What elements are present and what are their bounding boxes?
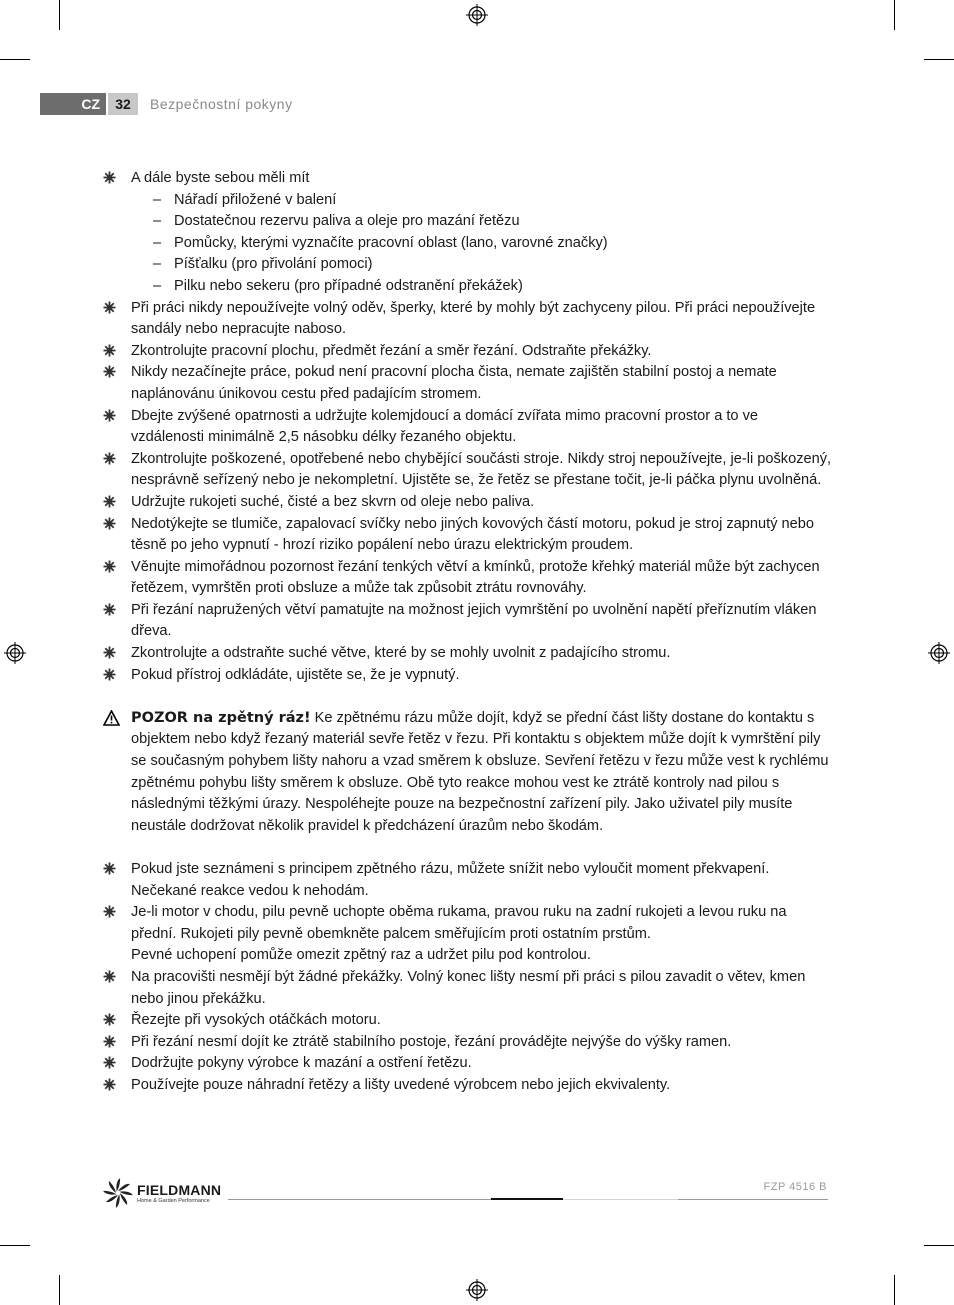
kickback-warning — [103, 708, 833, 838]
footer-rule — [228, 1199, 491, 1200]
footer-rule — [563, 1199, 678, 1200]
crop-mark — [924, 1245, 954, 1246]
bullet-item — [103, 1075, 833, 1097]
registration-mark-icon — [928, 642, 950, 664]
sub-item — [103, 211, 833, 233]
bullet-item — [103, 859, 833, 902]
language-code: CZ — [40, 93, 106, 115]
safety-instructions — [103, 168, 833, 1097]
bullet-icon — [103, 560, 116, 573]
bullet-icon — [103, 1035, 116, 1048]
bullet-text: Používejte pouze náhradní řetězy a lišty uvedené výrobcem nebo jejich ekvivalenty. — [131, 1076, 671, 1093]
bullet-item — [103, 600, 833, 643]
bullet-text: Při řezání nesmí dojít ke ztrátě stabilního postoje, řezání provádějte nejvýše do výšky ramen. — [131, 1033, 732, 1050]
bullet-icon — [103, 646, 116, 659]
bullet-item — [103, 341, 833, 363]
bullet-item — [103, 1053, 833, 1075]
brand-tagline: Home & Garden Performance — [137, 1198, 210, 1204]
dash-marker: – — [153, 213, 162, 230]
sub-item-text: Pomůcky, kterými vyznačíte pracovní oblast (lano, varovné značky) — [174, 234, 608, 251]
bullet-icon — [103, 365, 116, 378]
sub-item-text: Pilku nebo sekeru (pro případné odstranění překážek) — [174, 277, 523, 294]
crop-mark — [924, 59, 954, 60]
registration-mark-icon — [466, 4, 488, 26]
footer-rule — [678, 1199, 828, 1200]
bullet-text: Při řezání napružených větví pamatujte na možnost jejich vymrštění po uvolnění napětí přeříznutím vláken dřeva. — [131, 601, 817, 640]
brand-name: FIELDMANN — [137, 1182, 222, 1198]
sub-item-text: Nářadí přiložené v balení — [174, 191, 337, 208]
bullet-item — [103, 298, 833, 341]
bullet-text: Nedotýkejte se tlumiče, zapalovací svíčky nebo jiných kovových částí motoru, pokud je stroj zapnutý nebo těsně po jeho vypnutí - hrozí riziko popálení nebo úrazu elektrickým proudem. — [131, 515, 815, 554]
sub-item-text: Dostatečnou rezervu paliva a oleje pro mazání řetězu — [174, 213, 520, 230]
bullet-icon — [103, 495, 116, 508]
dash-marker: – — [153, 256, 162, 273]
dash-marker: – — [153, 234, 162, 251]
bullet-text: Řezejte při vysokých otáčkách motoru. — [131, 1012, 381, 1029]
bullet-item — [103, 1032, 833, 1054]
bullet-text: Zkontrolujte a odstraňte suché větve, které by se mohly uvolnit z padajícího stromu. — [131, 645, 671, 662]
bullet-item — [103, 514, 833, 557]
dash-marker: – — [153, 277, 162, 294]
bullet-icon — [103, 1013, 116, 1026]
bullet-icon — [103, 452, 116, 465]
bullet-item — [103, 449, 833, 492]
bullet-item — [103, 362, 833, 405]
crop-mark — [894, 1275, 895, 1305]
sub-item-text: Píšťalku (pro přivolání pomoci) — [174, 256, 373, 273]
bullet-icon — [103, 668, 116, 681]
warning-text: Ke zpětnému rázu může dojít, když se přední část lišty dostane do kontaktu s objektem nebo když řezaný materiál sevře řetěz v řezu. Při kontaktu s objektem může dojít k vymrštění pily se současným pohybem lišty nahoru a vzad směrem k obsluze. Sevření řetězu v řezu může vest k rychlému zpětnému pohybu lišty směrem k obsluze. Obě tyto reakce mohou vest ke ztrátě kontroly nad pilou s následnými těžkými úrazy. Nespoléhejte pouze na bezpečnostní zařízení pily. Jako uživatel pily musíte neustále dodržovat několik pravidel k předcházení úrazům nebo škodám. — [131, 709, 829, 834]
bullet-text: A dále byste sebou měli mít — [131, 170, 310, 186]
page-header — [40, 93, 293, 115]
registration-mark-icon — [466, 1279, 488, 1301]
warning-triangle-icon — [103, 710, 120, 726]
crop-mark — [894, 0, 895, 30]
bullet-icon — [103, 517, 116, 530]
bullet-text: Na pracovišti nesmějí být žádné překážky. Volný konec lišty nesmí při práci s pilou zavadit o větev, kmen nebo jinou překážku. — [131, 968, 806, 1007]
model-number: FZP 4516 B — [763, 1181, 827, 1193]
crop-mark — [0, 1245, 30, 1246]
crop-mark — [0, 59, 30, 60]
bullet-item — [103, 967, 833, 1010]
bullet-text: Dodržujte pokyny výrobce k mazání a ostření řetězu. — [131, 1055, 472, 1072]
brand-logo — [103, 1178, 221, 1208]
sub-item — [103, 190, 833, 212]
bullet-item — [103, 902, 833, 967]
bullet-text: Nikdy nezačínejte práce, pokud není pracovní plocha čista, nemate zajištěn stabilní postoj a nemate naplánovánu únikovou cestu před padajícím stromem. — [131, 364, 777, 402]
bullet-text: Věnujte mimořádnou pozornost řezání tenkých větví a kmínků, protože křehký materiál může být zachycen řetězem, vymrštěn proti obsluze a může tak způsobit ztrátu rovnováhy. — [131, 558, 820, 597]
warning-title: POZOR na zpětný ráz! — [131, 709, 311, 726]
crop-mark — [59, 1275, 60, 1305]
bullet-text: Zkontrolujte pracovní plochu, předmět řezání a směr řezání. Odstraňte překážky. — [131, 342, 652, 359]
crop-mark — [59, 0, 60, 30]
bullet-icon — [103, 905, 116, 918]
bullet-text: Zkontrolujte poškozené, opotřebené nebo chybějící součásti stroje. Nikdy stroj nepoužívejte, je-li poškozený, nesprávně seřízený nebo je nekompletní. Ujistěte se, že řetěz se přestane točit, je-li páčka plynu uvolněná. — [131, 450, 832, 489]
registration-mark-icon — [4, 642, 26, 664]
bullet-item — [103, 1010, 833, 1032]
bullet-text: Udržujte rukojeti suché, čisté a bez skvrn od oleje nebo paliva. — [131, 493, 535, 510]
bullet-item — [103, 406, 833, 449]
bullet-icon — [103, 1056, 116, 1069]
bullet-icon — [103, 603, 116, 616]
bullet-text: Pokud jste seznámeni s principem zpětného rázu, můžete snížit nebo vyloučit moment překvapení. Nečekané reakce vedou k nehodám. — [131, 861, 770, 899]
bullet-icon — [103, 171, 116, 184]
bullet-icon — [103, 970, 116, 983]
bullet-item — [103, 492, 833, 514]
bullet-icon — [103, 862, 116, 875]
bullet-item — [103, 168, 833, 190]
sub-item — [103, 254, 833, 276]
bullet-item — [103, 557, 833, 600]
bullet-item — [103, 643, 833, 665]
section-title: Bezpečnostní pokyny — [150, 96, 293, 112]
bullet-icon — [103, 1078, 116, 1091]
bullet-icon — [103, 409, 116, 422]
bullet-text: Pokud přístroj odkládáte, ujistěte se, že je vypnutý. — [131, 666, 460, 683]
bullet-text: Dbejte zvýšené opatrnosti a udržujte kolemjdoucí a domácí zvířata mimo pracovní prostor a to ve vzdálenosti minimálně 2,5 násobku délky řezaného objektu. — [131, 407, 759, 446]
page-number: 32 — [108, 93, 138, 115]
footer-rule — [491, 1198, 563, 1200]
sub-item — [103, 233, 833, 255]
bullet-icon — [103, 344, 116, 357]
bullet-icon — [103, 301, 116, 314]
dash-marker: – — [153, 191, 162, 208]
fieldmann-flower-icon — [103, 1178, 133, 1208]
bullet-item — [103, 665, 833, 687]
bullet-text: Je-li motor v chodu, pilu pevně uchopte oběma rukama, pravou ruku na zadní rukojeti a levou ruku na přední. Rukojeti pily pevně obemkněte palcem směřujícím proti ostatním prstům. Pevné uchopení pomůže omezit zpětný raz a udržet pilu pod kontrolou. — [131, 904, 787, 964]
bullet-text: Při práci nikdy nepoužívejte volný oděv, šperky, které by mohly být zachyceny pilou. Při práci nepoužívejte sandály nebo nepracujte naboso. — [131, 299, 816, 338]
sub-item — [103, 276, 833, 298]
